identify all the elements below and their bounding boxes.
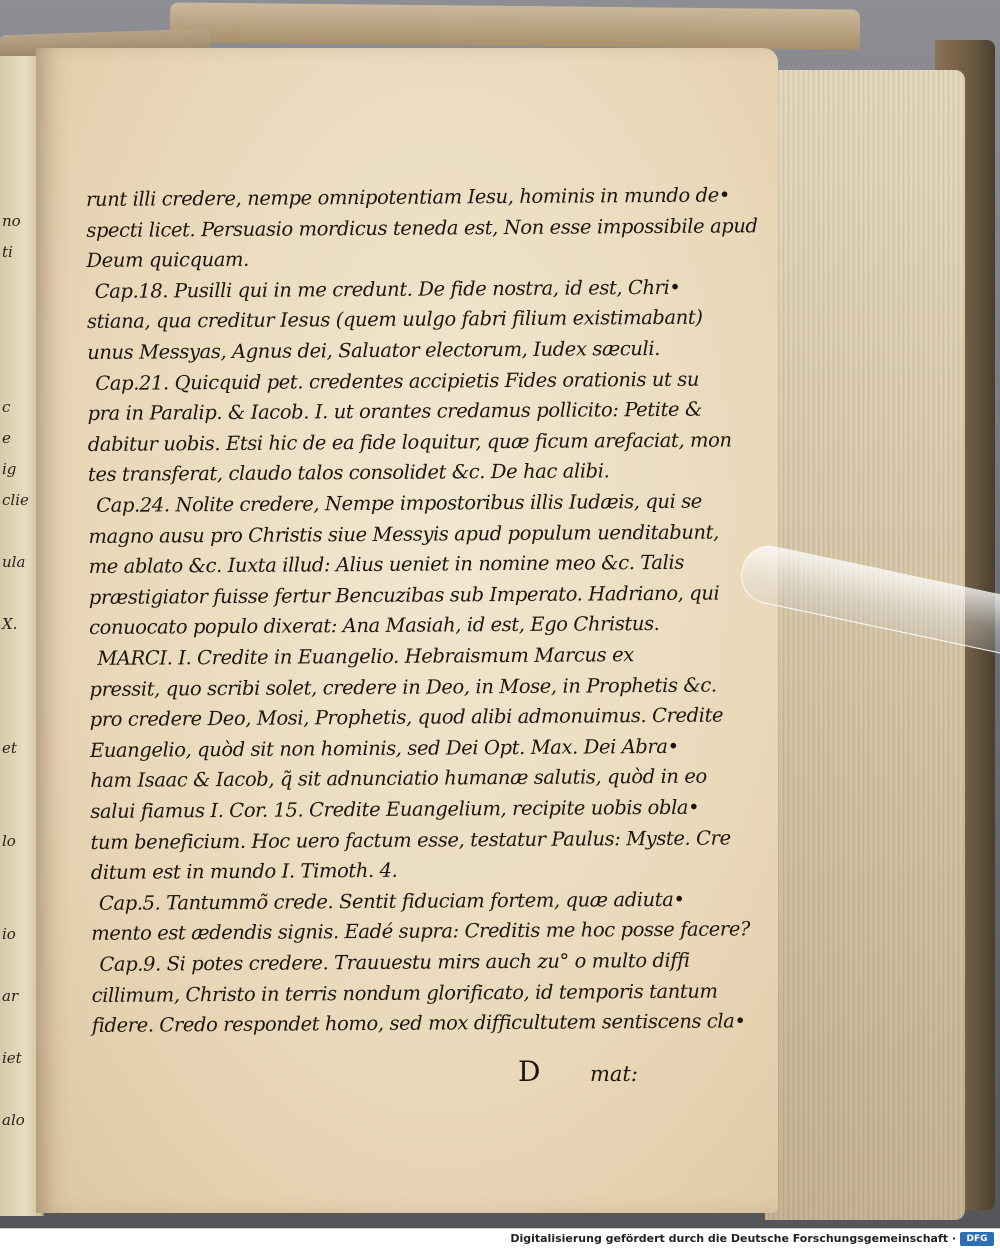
left-page-fragment [2, 299, 32, 330]
left-page-fragment [2, 578, 32, 609]
text-line: Euangelio, quòd sit non hominis, sed Dei Opt. Max. Dei Abra• [89, 734, 679, 762]
text-line: runt illi credere, nempe omnipotentiam Iesu, hominis in mundo de• [86, 183, 731, 211]
left-page-fragment: ar [2, 987, 19, 1005]
left-page-fragment: alo [2, 1111, 25, 1129]
left-page-fragment [2, 330, 32, 361]
text-line: pro credere Deo, Mosi, Prophetis, quod alibi admonuimus. Credite [89, 703, 724, 732]
text-line: unus Messyas, Agnus dei, Saluator electorum, Iudex sæculi. [87, 336, 661, 364]
left-page-fragment: iet [2, 1049, 22, 1067]
text-line: ditum est in mundo I. Timoth. 4. [90, 858, 398, 885]
text-line: dabitur uobis. Etsi hic de ea fide loquitur, quæ ficum arefaciat, mon [87, 428, 732, 456]
text-line: Cap.18. Pusilli qui in me credunt. De fide nostra, id est, Chri• [94, 275, 681, 303]
catchword: mat: [590, 1062, 638, 1086]
left-page-fragment [2, 516, 32, 547]
text-line: pressit, quo scribi solet, credere in Deo, in Mose, in Prophetis &c. [89, 673, 717, 701]
left-page-fragment [2, 950, 32, 981]
text-line: salui fiamus I. Cor. 15. Credite Euangelium, recipite uobis obla• [90, 795, 700, 823]
left-page-fragments [2, 206, 32, 1136]
text-line: tum beneficium. Hoc uero factum esse, testatur Paulus: Myste. Cre [90, 826, 731, 854]
left-page-fragment [2, 640, 32, 671]
signature-mark: D [518, 1055, 541, 1088]
left-page-fragment: no [2, 212, 21, 230]
left-page-fragment: ula [2, 553, 26, 571]
left-page-fragment [2, 702, 32, 733]
text-line: fidere. Credo respondet homo, sed mox difficultutem sentiscens cla• [91, 1009, 746, 1038]
left-page-fragment [2, 268, 32, 299]
left-page-fragment: et [2, 739, 17, 757]
text-line: Cap.21. Quicquid pet. credentes accipietis Fides orationis ut su [95, 367, 700, 395]
text-line: Cap.9. Si potes credere. Trauuestu mirs auch zu° o multo diffi [99, 948, 690, 976]
left-page-fragment [2, 795, 32, 826]
text-line: me ablato &c. Iuxta illud: Alius ueniet in nomine meo &c. Talis [88, 550, 684, 579]
text-line: conuocato populo dixerat: Ana Masiah, id est, Ego Christus. [88, 612, 660, 640]
text-line: MARCI. I. Credite in Euangelio. Hebraismum Marcus ex [97, 643, 634, 670]
text-line: Cap.24. Nolite credere, Nempe impostoribus illis Iudæis, qui se [96, 489, 702, 517]
left-page-fragment [2, 1074, 32, 1105]
left-page-fragment: io [2, 925, 16, 943]
page-fore-edge [765, 70, 965, 1220]
text-line: cillimum, Christo in terris nondum glorificato, id temporis tantum [91, 979, 718, 1007]
left-page-fragment: X. [2, 615, 18, 633]
book-cover-top [170, 2, 860, 49]
left-page-fragment [2, 764, 32, 795]
text-line: pra in Paralip. & Iacob. I. ut orantes credamus pollicito: Petite & [87, 397, 702, 426]
dfg-logo-icon: DFG [960, 1232, 994, 1246]
left-page-fragment: c [2, 398, 11, 416]
footer-bar [0, 1228, 1000, 1250]
text-line: specti licet. Persuasio mordicus teneda est, Non esse impossibile apud [86, 213, 758, 242]
left-page-fragment [2, 888, 32, 919]
left-page-fragment: lo [2, 832, 16, 850]
left-page-fragment [2, 361, 32, 392]
left-page-fragment: clie [2, 491, 29, 509]
left-page-fragment: ti [2, 243, 13, 261]
left-page-fragment: ig [2, 460, 17, 478]
text-line: Deum quicquam. [86, 248, 249, 273]
text-line: stiana, qua creditur Iesus (quem uulgo fabri filium existimabant) [86, 306, 703, 334]
left-page-fragment [2, 671, 32, 702]
text-line: magno ausu pro Christis siue Messyis apud populum uenditabunt, [88, 520, 719, 548]
text-line: tes transferat, claudo talos consolidet &c. De hac alibi. [87, 459, 610, 487]
left-page-fragment [2, 857, 32, 888]
funding-credit: Digitalisierung gefördert durch die Deutsche Forschungsgemeinschaft · [510, 1232, 956, 1245]
text-line: Cap.5. Tantummõ crede. Sentit fiduciam fortem, quæ adiuta• [98, 887, 685, 915]
text-line: mento est ædendis signis. Eadé supra: Creditis me hoc posse facere? [91, 917, 751, 946]
left-page-fragment: e [2, 429, 11, 447]
left-page-fragment [2, 1012, 32, 1043]
text-line: præstigiator fuisse fertur Bencuzibas sub Imperato. Hadriano, qui [88, 581, 720, 609]
text-line: ham Isaac & Iacob, q̃ sit adnunciatio humanæ salutis, quòd in eo [90, 765, 707, 793]
